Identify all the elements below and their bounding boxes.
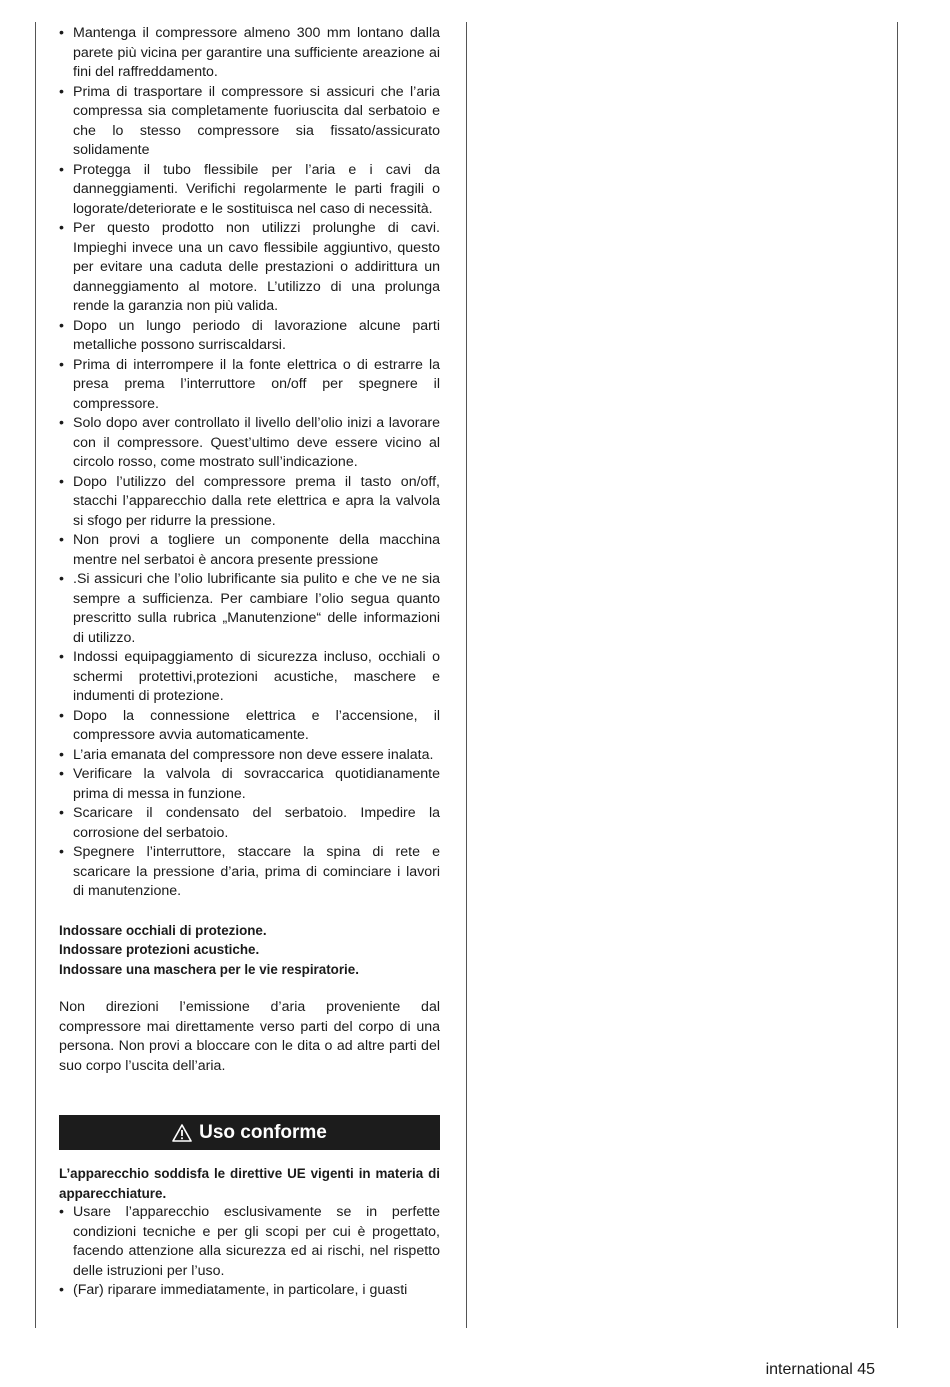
warning-line: Indossare occhiali di protezione. bbox=[59, 922, 267, 938]
list-item: • Mantenga il compressore almeno 300 mm lontano dalla parete più vicina per garantire una sufficiente areazione ai fini del raffreddamento. bbox=[59, 24, 440, 83]
page-footer bbox=[766, 1361, 875, 1379]
list-item: • Protegga il tubo flessibile per l’aria e i cavi da danneggiamenti. Verifichi regolarmente le parti fragili o logorate/deteriorate e le sostituisca nel caso di necessità. bbox=[59, 161, 440, 220]
list-item: • Scaricare il condensato del serbatoio. Impedire la corrosione del serbatoio. bbox=[59, 804, 440, 843]
air-emission-paragraph: Non direzioni l’emissione d’aria proveniente dal compressore mai direttamente verso parti del corpo di una persona. Non provi a bloccare con le dita o ad altre parti del suo corpo l’uscita dell’aria. bbox=[59, 999, 440, 1074]
column-rule-middle bbox=[466, 22, 467, 1328]
list-item: • .Si assicuri che l’olio lubrificante sia pulito e che ve ne sia sempre a sufficienza. Per cambiare l’olio segua quanto prescritto sulla rubrica „Manutenzione“ delle informazioni di utilizzo. bbox=[59, 570, 440, 648]
column-rule-right bbox=[897, 22, 898, 1328]
list-item: • Per questo prodotto non utilizzi prolunghe di cavi. Impieghi invece una un cavo flessibile aggiuntivo, questo per evitare una caduta delle prestazioni o addirittura un danneggiamento al motore. L’utilizzo di una prolunga rende la garanzia non più valida. bbox=[59, 219, 440, 317]
list-item: • Dopo la connessione elettrica e l’accensione, il compressore avvia automaticamente. bbox=[59, 707, 440, 746]
list-item: • Spegnere l’interruttore, staccare la spina di rete e scaricare la pressione d’aria, prima di cominciare i lavori di manutenzione. bbox=[59, 843, 440, 902]
list-item: • L’aria emanata del compressore non deve essere inalata. bbox=[59, 746, 440, 766]
list-item: • (Far) riparare immediatamente, in particolare, i guasti bbox=[59, 1281, 440, 1301]
safety-bullet-list bbox=[59, 24, 440, 902]
usage-bullet-list bbox=[59, 1203, 440, 1301]
list-item: • Solo dopo aver controllato il livello dell’olio inizi a lavorare con il compressore. Quest’ultimo deve essere vicino al circolo rosso, come mostrato sull’indicazione. bbox=[59, 414, 440, 473]
list-item: • Usare l’apparecchio esclusivamente se in perfette condizioni tecniche e per gli scopi per cui è progettato, facendo attenzione alla sicurezza ed ai rischi, nel rispetto delle istruzioni per l’uso. bbox=[59, 1203, 440, 1281]
warning-line: Indossare protezioni acustiche. bbox=[59, 942, 260, 957]
footer-label: international bbox=[765, 1361, 853, 1378]
list-item: • Prima di interrompere il la fonte elettrica o di estrarre la presa prema l’interruttore on/off per spegnere il compressore. bbox=[59, 356, 440, 415]
page-number: 45 bbox=[857, 1361, 875, 1378]
section-title: Uso conforme bbox=[199, 1121, 327, 1143]
protection-warnings bbox=[59, 921, 440, 980]
warning-triangle-icon bbox=[172, 1124, 192, 1142]
column-rule-left bbox=[35, 22, 36, 1328]
section-intro: L’apparecchio soddisfa le direttive UE vigenti in materia di apparecchiature. bbox=[59, 1166, 440, 1201]
list-item: • Non provi a togliere un componente della macchina mentre nel serbatoi è ancora presente pressione bbox=[59, 531, 440, 570]
list-item: • Verificare la valvola di sovraccarica quotidianamente prima di messa in funzione. bbox=[59, 765, 440, 804]
list-item: • Dopo l’utilizzo del compressore prema il tasto on/off, stacchi l’apparecchio dalla rete elettrica e apra la valvola si sfogo per ridurre la pressione. bbox=[59, 473, 440, 532]
left-column bbox=[59, 24, 440, 1301]
list-item: • Prima di trasportare il compressore si assicuri che l’aria compressa sia completamente fuoriuscita dal serbatoio e che lo stesso compressore sia fissato/assicurato solidamente bbox=[59, 83, 440, 161]
list-item: • Indossi equipaggiamento di sicurezza incluso, occhiali o schermi protettivi,protezioni acustiche, maschere e indumenti di protezione. bbox=[59, 648, 440, 707]
list-item: • Dopo un lungo periodo di lavorazione alcune parti metalliche possono surriscaldarsi. bbox=[59, 317, 440, 356]
section-heading-bar bbox=[59, 1115, 440, 1150]
warning-line: Indossare una maschera per le vie respiratorie. bbox=[59, 961, 359, 977]
